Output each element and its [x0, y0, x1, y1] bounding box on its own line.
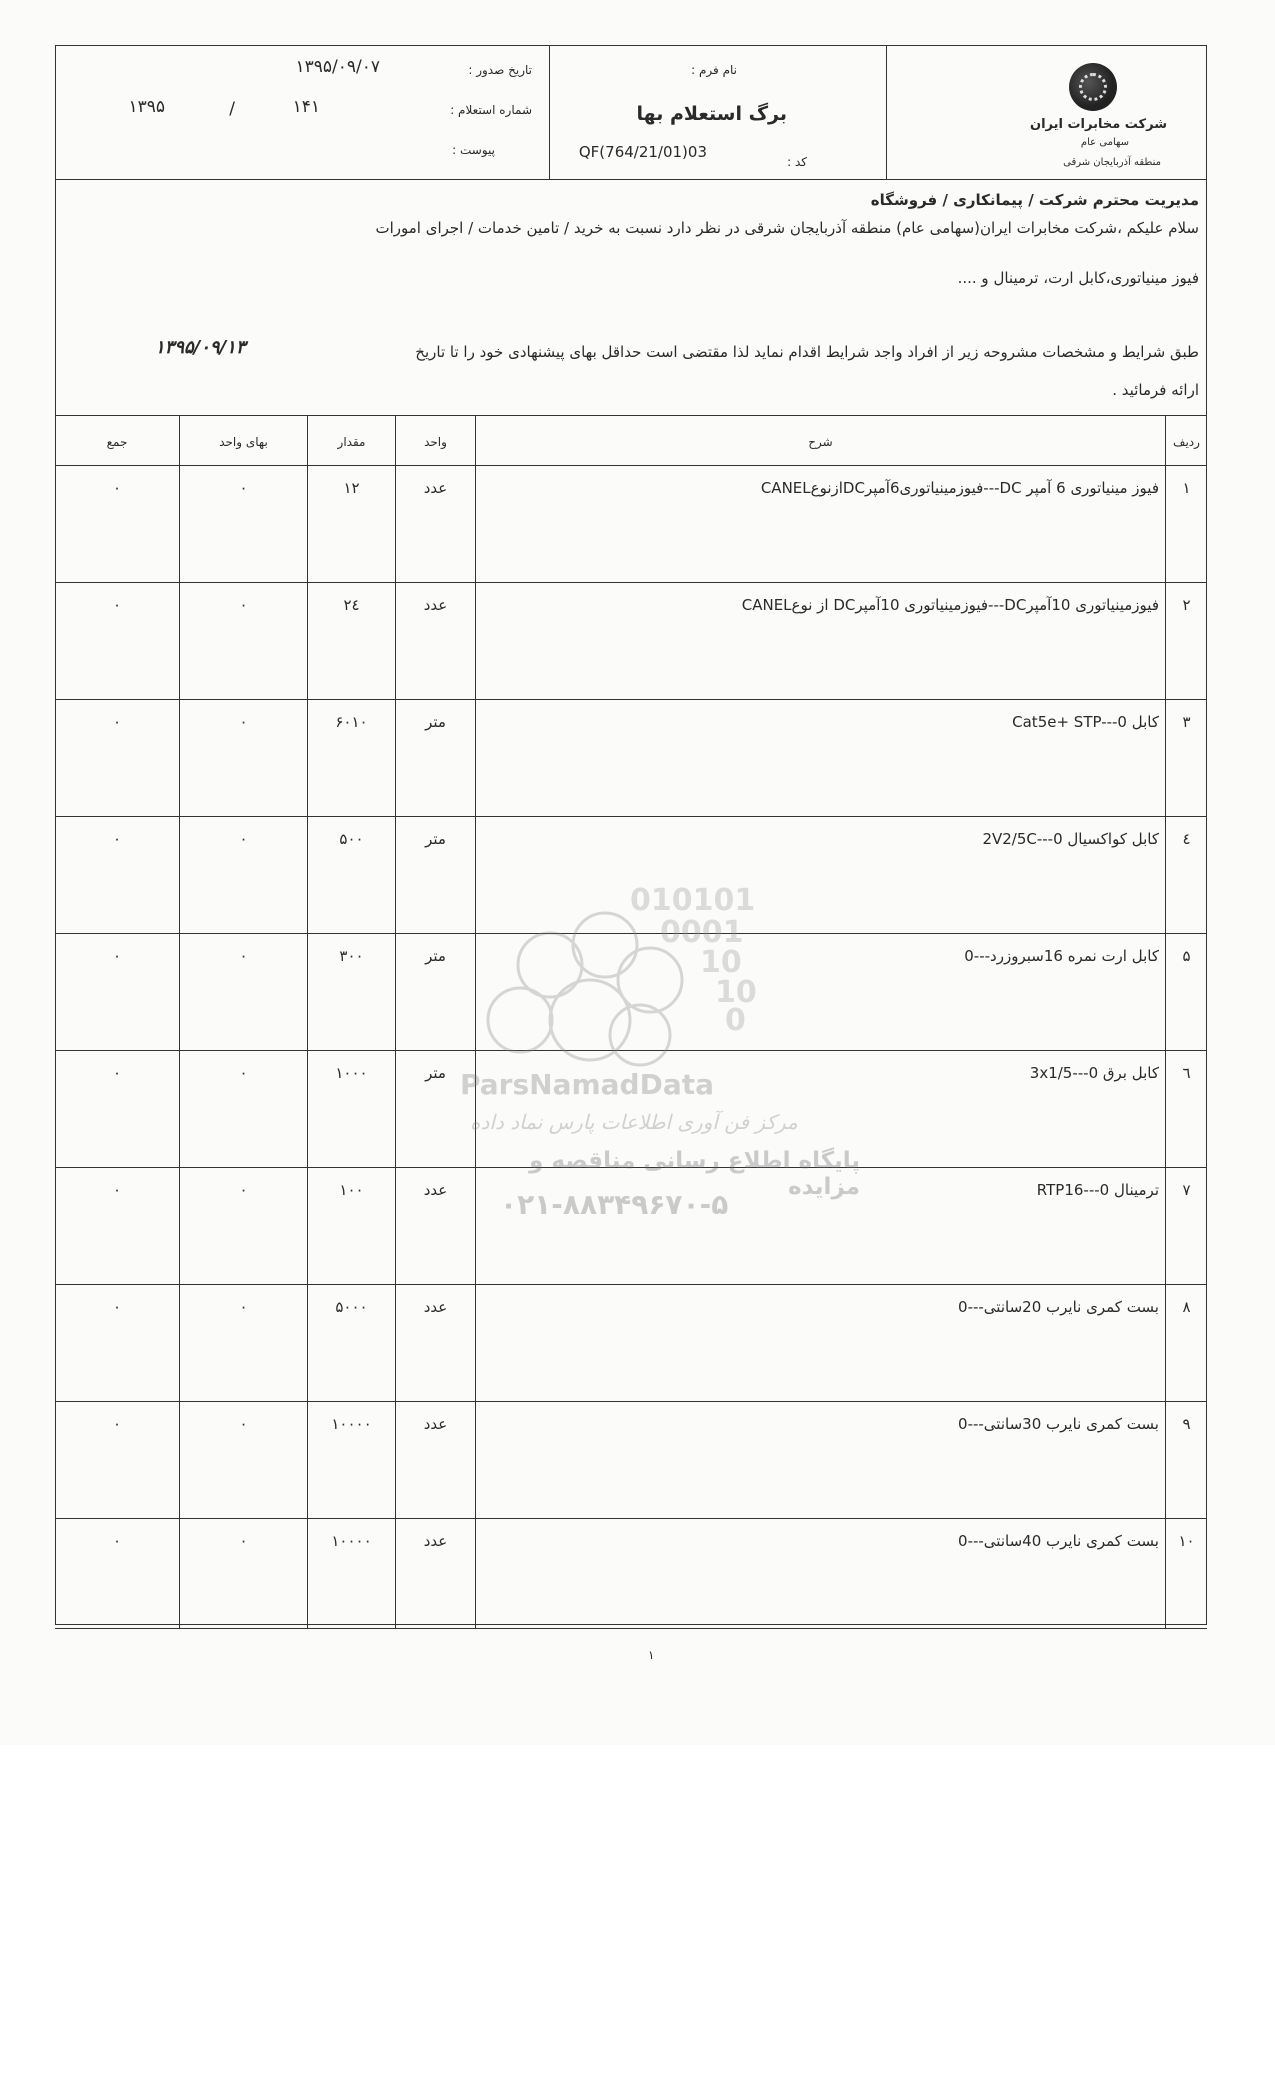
salutation: مدیریت محترم شرکت / پیمانکاری / فروشگاه — [870, 191, 1199, 209]
form-title: برگ استعلام بها — [636, 103, 787, 125]
row-idx: ۹ — [1165, 1401, 1207, 1518]
row-idx: ۵ — [1165, 933, 1207, 1050]
row-total: ۰ — [112, 1064, 122, 1082]
row-idx: ۲ — [1165, 582, 1207, 699]
row-qty: ۱۰۰۰۰ — [307, 1401, 395, 1518]
row-unit: عدد — [395, 582, 475, 699]
table-row — [55, 1284, 1207, 1402]
row-qty: ۱۰۰۰۰ — [307, 1518, 395, 1628]
table-row — [55, 582, 1207, 700]
row-unit: متر — [395, 933, 475, 1050]
row-qty: ۱۰۰۰ — [307, 1050, 395, 1167]
row-total: ۰ — [112, 479, 122, 497]
table-header-row — [55, 415, 1207, 466]
row-price: ۰ — [179, 1518, 307, 1628]
svg-text:0: 0 — [725, 1003, 746, 1038]
row-idx: ٤ — [1165, 816, 1207, 933]
row-price: ۰ — [179, 1167, 307, 1284]
table-row — [55, 1167, 1207, 1285]
company-cell — [886, 45, 1207, 179]
row-desc: کابل Cat5e+ STP---0 — [475, 699, 1165, 816]
table-row — [55, 1401, 1207, 1519]
row-price: ۰ — [179, 1401, 307, 1518]
row-idx: ۱۰ — [1165, 1518, 1207, 1628]
table-row — [55, 1518, 1207, 1629]
table-row — [55, 933, 1207, 1051]
row-idx: ۷ — [1165, 1167, 1207, 1284]
org-name: شرکت مخابرات ایران — [1029, 117, 1167, 132]
row-desc: فیوز مینیاتوری 6 آمپر DC---فیوزمینیاتوری6آمپرDCازنوعCANEL — [475, 465, 1165, 582]
issue-date-label: تاریخ صدور : — [468, 63, 532, 77]
header-price: بهای واحد — [179, 415, 307, 465]
row-unit: متر — [395, 816, 475, 933]
title-cell — [549, 45, 887, 179]
row-unit: عدد — [395, 1284, 475, 1401]
row-qty: ۵۰۰۰ — [307, 1284, 395, 1401]
row-total: ۰ — [112, 1415, 122, 1433]
header-unit: واحد — [395, 415, 475, 465]
info-cell — [55, 45, 550, 179]
row-unit: متر — [395, 699, 475, 816]
row-total: ۰ — [112, 596, 122, 614]
row-unit: عدد — [395, 1401, 475, 1518]
inquiry-no-label: شماره استعلام : — [450, 103, 532, 117]
watermark-phone: ۰۲۱-۸۸۳۴۹۶۷۰-۵ — [500, 1188, 729, 1221]
row-price: ۰ — [179, 465, 307, 582]
row-unit: متر — [395, 1050, 475, 1167]
row-unit: عدد — [395, 465, 475, 582]
row-price: ۰ — [179, 1284, 307, 1401]
row-price: ۰ — [179, 1050, 307, 1167]
row-price: ۰ — [179, 816, 307, 933]
row-desc: بست کمری نایرب 30سانتی---0 — [475, 1401, 1165, 1518]
row-total: ۰ — [112, 947, 122, 965]
row-desc: بست کمری نایرب 20سانتی---0 — [475, 1284, 1165, 1401]
row-total: ۰ — [112, 1181, 122, 1199]
row-idx: ۳ — [1165, 699, 1207, 816]
form-name-label: نام فرم : — [691, 63, 737, 77]
svg-text:010101: 010101 — [630, 883, 756, 918]
header-qty: مقدار — [307, 415, 395, 465]
row-desc: کابل برق 3x1/5---0 — [475, 1050, 1165, 1167]
row-total: ۰ — [112, 713, 122, 731]
inquiry-no-separator: / — [229, 99, 235, 119]
svg-text:10: 10 — [700, 945, 742, 980]
page-number: ۱ — [648, 1648, 655, 1662]
row-desc: کابل ارت نمره 16سبروزرد---0 — [475, 933, 1165, 1050]
watermark-title: ParsNamadData — [460, 1068, 714, 1101]
table-row — [55, 816, 1207, 934]
header-idx: ردیف — [1165, 415, 1207, 465]
row-total: ۰ — [112, 1532, 122, 1550]
row-total: ۰ — [112, 830, 122, 848]
row-total: ۰ — [112, 1298, 122, 1316]
row-qty: ۱۰۰ — [307, 1167, 395, 1284]
svg-text:0001: 0001 — [660, 915, 744, 950]
header-total: جمع — [106, 435, 128, 449]
form-header — [55, 45, 1207, 180]
row-qty: ۳۰۰ — [307, 933, 395, 1050]
watermark-line-1: مرکز فن آوری اطلاعات پارس نماد داده — [470, 1110, 798, 1134]
letter-body — [55, 179, 1207, 416]
row-desc: کابل کواکسیال 2V2/5C---0 — [475, 816, 1165, 933]
table-row — [55, 1050, 1207, 1168]
table-row — [55, 699, 1207, 817]
row-qty: ۵۰۰ — [307, 816, 395, 933]
row-desc: فیوزمینیاتوری 10آمپرDC---فیوزمینیاتوری 10آمپرDC از نوعCANEL — [475, 582, 1165, 699]
letter-line-terms: طبق شرایط و مشخصات مشروحه زیر از افراد واجد شرایط اقدام نماید لذا مقتضی است حداقل بهای پیشنهادی خود را تا تاریخ — [415, 343, 1199, 361]
inquiry-no-value: ۱۴۱ — [292, 97, 320, 117]
watermark-line-2: پایگاه اطلاع رسانی مناقصه و مزایده — [529, 1148, 860, 1200]
row-idx: ۱ — [1165, 465, 1207, 582]
row-qty: ۶۰۱۰ — [307, 699, 395, 816]
row-idx: ۸ — [1165, 1284, 1207, 1401]
company-logo-icon — [1069, 63, 1117, 111]
issue-date-value: ۱۳۹۵/۰۹/۰۷ — [295, 57, 380, 77]
row-unit: عدد — [395, 1518, 475, 1628]
row-desc: ترمینال RTP16---0 — [475, 1167, 1165, 1284]
row-qty: ۱۲ — [307, 465, 395, 582]
row-unit: عدد — [395, 1167, 475, 1284]
table-row — [55, 465, 1207, 583]
org-region: منطقه آذربایجان شرقی — [1063, 157, 1161, 168]
row-price: ۰ — [179, 582, 307, 699]
letter-line-closing: ارائه فرمائید . — [1112, 381, 1199, 399]
row-desc: بست کمری نایرب 40سانتی---0 — [475, 1518, 1165, 1628]
svg-text:10: 10 — [715, 975, 757, 1010]
row-price: ۰ — [179, 933, 307, 1050]
letter-line-intro: سلام علیکم ،شرکت مخابرات ایران(سهامی عام) منطقه آذربایجان شرقی در نظر دارد نسبت به خرید / تامین خدمات / اجرای امورات — [375, 219, 1199, 237]
header-desc: شرح — [475, 415, 1165, 465]
attachment-label: پیوست : — [452, 143, 495, 157]
deadline-date: ۱۳۹۵/۰۹/۱۳ — [155, 337, 246, 358]
form-code: QF(764/21/01)03 — [578, 143, 707, 161]
row-qty: ۲٤ — [307, 582, 395, 699]
inquiry-year: ۱۳۹۵ — [128, 97, 165, 117]
inquiry-form — [55, 45, 1207, 1625]
code-label: کد : — [787, 155, 807, 169]
letter-line-items: فیوز مینیاتوری،کابل ارت، ترمینال و .... — [957, 269, 1199, 287]
row-idx: ٦ — [1165, 1050, 1207, 1167]
row-price: ۰ — [179, 699, 307, 816]
org-type: سهامی عام — [1080, 137, 1129, 148]
